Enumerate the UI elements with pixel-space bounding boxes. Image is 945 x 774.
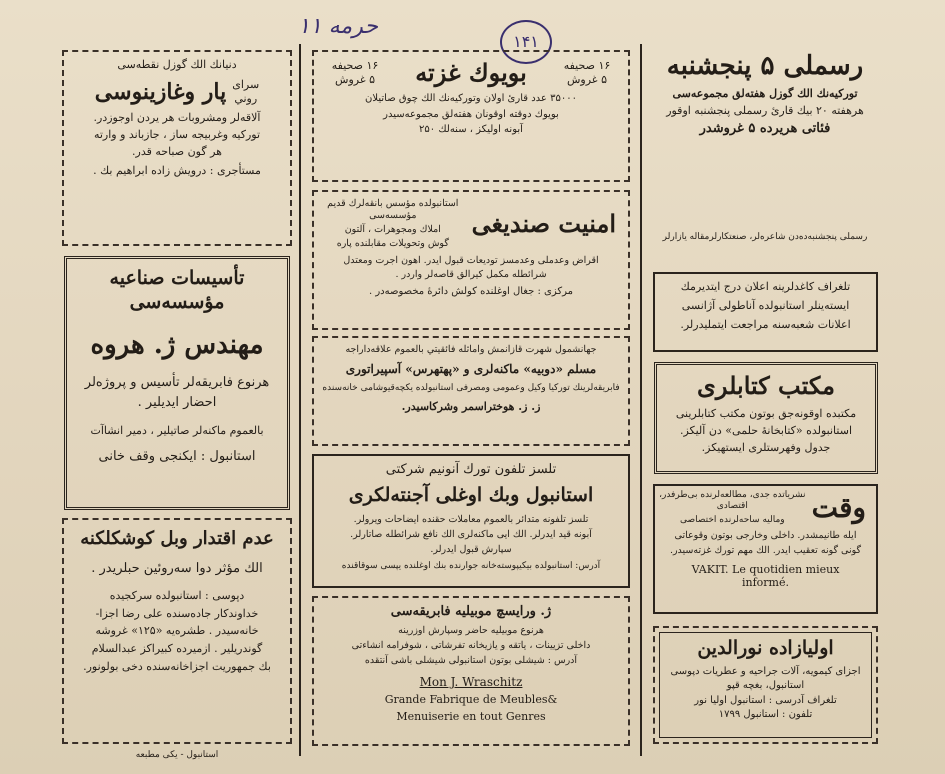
impotence-line: گوندريلير . ازميرده كبيراكز عبدالسلام	[91, 642, 263, 655]
telegraph-line: تلغراف کاغدلرينه اعلان درج ايتديرمك	[680, 280, 851, 293]
vakit-title: وقت	[811, 491, 866, 525]
vakit-ad	[653, 484, 878, 614]
impotence-ad	[62, 518, 292, 744]
vakit-desc-block	[659, 490, 806, 526]
school-books-ad	[654, 362, 878, 474]
telsiz-line: آدرس: استانبولده بيكيپوسته‌خانه جوارنده بنك اوغلنده يپسی سوقاقنده	[341, 560, 601, 571]
par-title: پار وغازینوسی	[94, 78, 227, 105]
impotence-line: الك مؤثر دوا سەروئين حبلريدر .	[91, 560, 263, 576]
buyuk-gazete-meta-right	[552, 59, 622, 87]
engineer-line: احضار ايديلير .	[137, 395, 217, 411]
school-books-line: استانبولده «کتابخانهٔ حلمی» دن آلیکز.	[679, 423, 853, 437]
buyuk-gazete-line: آبونه اوليكز ، سنه‌لك ۲۵۰	[419, 124, 523, 135]
par-line: روني	[234, 91, 258, 105]
masthead-price: فئاتی هريرده ۵ غروشدر	[699, 121, 831, 136]
school-books-line: جدول وفهرستلری ایستهیکز.	[701, 440, 831, 454]
telsiz-line: تلسز تلفونه متدائر بالعموم معاملات حقنده ايضاحات ويرولر.	[353, 514, 589, 525]
impotence-line: دپوسی : استانبولده سركجيده	[109, 588, 245, 602]
buyuk-gazete-title: بويوك غزته	[415, 58, 527, 87]
dubie-line: فابريقه‌لرينك توركيا وكيل وعمومی ومصرفى استانبولده يكچه‌قيوشامى خانه‌سنده	[322, 382, 620, 393]
par-prefix	[226, 78, 259, 106]
dubie-line: جهانشمول شهرت قازانمش واماثله فائقيتي بالعموم علاقه‌داراجه	[345, 344, 597, 355]
buyuk-gazete-line: بويوك دوقته اوقونان هفته‌لق مجموعه‌سيدر	[383, 108, 559, 120]
engineer-line: هرنوع فابريقه‌لر تأسيس و پروژه‌لر	[84, 375, 270, 390]
footer-text: استانبول - يکی مطبعه	[135, 750, 219, 760]
column-divider	[299, 44, 301, 756]
engineer-title: تأسيسات صناعيه مؤسسه‌سی	[109, 267, 245, 313]
emniyet-line: املاك ومجوهرات ، آلتون	[344, 223, 441, 235]
telegraph-ad	[653, 272, 878, 352]
emniyet-line: گوش وتحويلات مقابلنده پاره	[336, 237, 449, 249]
emniyet-line: استانبولده مؤسس بانقه‌لرك قدیم مؤسسه‌سی	[327, 198, 459, 221]
telsiz-header: تلسز تلفون تورك آنونيم شركتی	[385, 462, 557, 477]
engineer-address: استانبول : ايكنجی وقف خانی	[98, 449, 256, 465]
vakit-desc: وماليه ساحه‌لرنده اختصاصی	[679, 514, 785, 525]
handwritten-circle-number: ۱۴۱	[500, 20, 552, 64]
emniyet-intro	[320, 198, 466, 250]
pages-label: ۱۶ صحيفه	[331, 58, 379, 72]
telsiz-line: آبونه قيد ايدرلر. الك ايی ماكنه‌لری الك نافع شرائطله صاتارلر.	[350, 528, 592, 540]
emniyet-title: امنیت صندیغی	[471, 209, 616, 239]
telsiz-line: سپارش قبول ايدرلر.	[430, 543, 512, 555]
engineer-ad	[64, 256, 290, 510]
par-line: هر گون صباحه قدر.	[132, 144, 222, 158]
engineer-line: بالعموم ماكنه‌لر صاتيلير ، دمير انشاآت	[90, 423, 264, 437]
impotence-line: بك جمهوريت اجزاخانه‌سنده دخی بولونور.	[83, 659, 271, 673]
par-line: آلاقه‌لر ومشروبات هر يردن اوجوزدر.	[93, 111, 261, 125]
wraschitz-title: ژ. ورايسچ موبیلیه فابریقه‌سی	[390, 604, 552, 619]
buyuk-gazete-ad	[312, 50, 630, 182]
par-gazino-ad	[62, 50, 292, 246]
evliya-inner	[659, 632, 872, 738]
par-line: دنيانك الك گوزل نقطه‌سی	[117, 58, 237, 71]
pages-label: ۱۶ صحيفه	[563, 58, 611, 72]
vakit-desc: ايله طانيمشدر. داخلی وخارجی بوتون وقوعاتى	[674, 529, 857, 541]
vakit-desc: نشرياتده جدی، مطالعه‌لرنده بی‌طرفدر، اقتصادی	[659, 490, 806, 512]
engineer-name: مهندس ژ. هروه	[90, 329, 264, 360]
dubie-ad	[312, 336, 630, 446]
masthead-subtitle: تورکیه‌نك الك گوزل هفته‌لق مجموعه‌سی	[672, 86, 858, 100]
evliya-line: اجزای كيمویه، آلات جراحيه و عطريات دپوسی	[670, 665, 861, 677]
par-line: سرای	[232, 77, 260, 91]
wraschitz-french: Mon J. Wraschitz	[419, 674, 523, 689]
vakit-desc: گونی گونه تعقيب ايدر. الك مهم تورك غزته‌سيدر.	[669, 544, 862, 556]
price-label: ۵ غروش	[335, 72, 375, 86]
vakit-french: VAKIT. Le quotidien mieux informé.	[691, 562, 840, 590]
wraschitz-french: Grande Fabrique de Meubles&	[384, 692, 558, 706]
masthead-note	[650, 232, 880, 256]
price-label: ۵ غروش	[567, 72, 607, 86]
buyuk-gazete-meta-left	[320, 59, 390, 87]
impotence-line: خانه‌سيدر . طشره‌يه «۱۲۵» غروشه	[95, 624, 259, 638]
evliya-title: اوليازاده نورالدين	[697, 637, 834, 659]
telegraph-line: ايسته‌ينلر استانبولده آناطولی آژانسی	[681, 298, 850, 312]
wraschitz-line: هرنوع موبيلیه حاضر وسپارش اوزرينه	[398, 625, 544, 637]
buyuk-gazete-line: ۳۵۰۰۰ عدد قارئ اولان وتورکيه‌نك الك چوق صاتيلان	[365, 93, 577, 104]
evliya-line: تلغراف آدرسی : استانبول اوليا نور	[694, 694, 837, 706]
dubie-line: مسلم «دوبيه» ماكنه‌لری و «پهتهرس» آسپیراتوری	[345, 361, 597, 376]
evliya-line: تلفون : استانبول ۱۷۹۹	[718, 709, 813, 721]
wraschitz-line: داخلى تزيينات ، ياتقه و يازيخانه تفرشاتى ، شوفرامه انشاءتى	[351, 640, 591, 652]
emniyet-line: اقراض وعدملی وعدمسز توديعات قبول ايدر. اهون اجرت ومعتدل	[343, 254, 599, 266]
telegraph-line: اعلانات شعبه‌سنه مراجعت ايتمليدرلر.	[680, 317, 851, 331]
vakit-header	[659, 490, 872, 526]
impotence-line: خداوندكار جاده‌سنده على رضا اجزا-	[95, 606, 259, 620]
emniyet-ad	[312, 190, 630, 330]
emniyet-line: شرائطله مكمل كيرالق قاصه‌لر واردر .	[395, 269, 547, 281]
masthead-title: رسملی ۵ پنجشنبه	[666, 51, 864, 81]
par-line: توركيه وغربيجه ساز ، جازباند و وارته	[93, 128, 261, 141]
emniyet-header	[320, 198, 622, 250]
wraschitz-ad	[312, 596, 630, 746]
impotence-title: عدم اقتدار وبل كوشكلكنه	[80, 528, 274, 549]
evliya-ad	[653, 626, 878, 744]
school-books-line: مکتبده اوقونه‌جق بوتون مکتب كتابلرينى	[675, 407, 857, 420]
emniyet-line: مرکزی : جغال اوغلنده کولش دائرهٔ مخصوصه‌در .	[368, 286, 574, 298]
school-books-title: مکتب کتابلری	[697, 371, 835, 400]
buyuk-gazete-header	[320, 58, 622, 87]
masthead	[650, 50, 880, 175]
telsiz-title: استانبول وبك اوغلی آجنته‌لكری	[348, 484, 594, 507]
evliya-line: استانبول، بغچه قپو	[726, 680, 805, 692]
wraschitz-french: Menuiserie en tout Genres	[396, 709, 546, 723]
par-title-row	[70, 78, 284, 106]
handwritten-note: ۱۱ حرمه	[298, 14, 378, 39]
note-text: رسملی پنجشنبه‌ده‌دن شاعره‌لر، صنعتكارلرمقاله يازارلر	[662, 232, 868, 242]
telsiz-ad	[312, 454, 630, 588]
dubie-line: ز. ز. هوختراسمر وشركاسيدر.	[401, 400, 541, 414]
masthead-line: هرهفته ۲۰ بيك قارئ رسملی پنجشنبه اوقور	[666, 104, 864, 118]
column-divider	[640, 44, 642, 756]
wraschitz-line: آدرس : شيشلی بوتون استانبولی شيشلی باشی آنتقده	[364, 655, 578, 666]
printer-footer	[62, 750, 292, 768]
par-line: مستأجری : درويش زاده ابراهيم بك .	[93, 163, 261, 177]
